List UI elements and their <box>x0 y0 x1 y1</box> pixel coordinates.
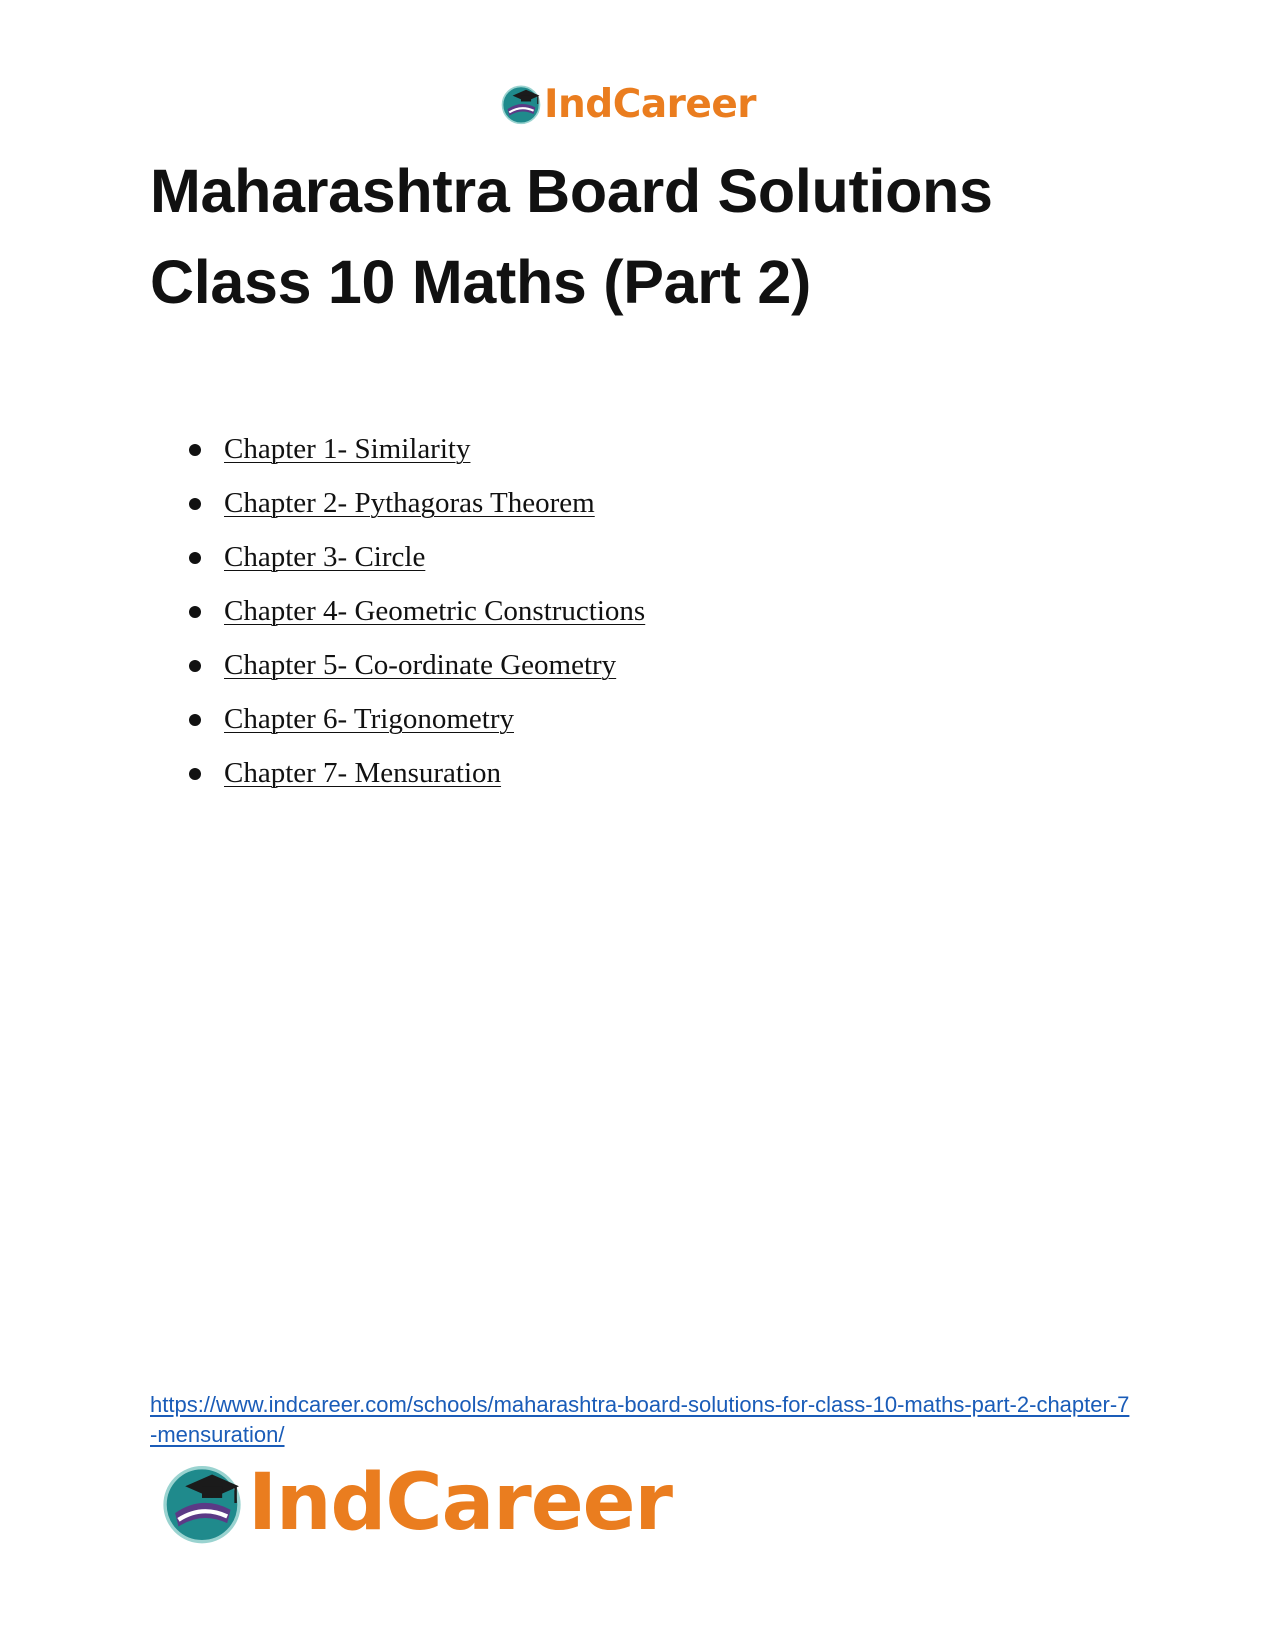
list-item <box>0 422 645 476</box>
list-item <box>0 476 645 530</box>
bullet-icon <box>189 660 201 672</box>
list-item <box>0 746 645 800</box>
chapter-link-6[interactable]: Chapter 6- Trigonometry <box>224 703 514 735</box>
bullet-icon <box>189 606 201 618</box>
graduation-globe-icon <box>500 83 542 125</box>
chapter-link-1[interactable]: Chapter 1- Similarity <box>224 433 471 465</box>
page-title-line-2: Class 10 Maths (Part 2) <box>150 248 811 316</box>
list-item <box>0 584 645 638</box>
chapter-link-5[interactable]: Chapter 5- Co-ordinate Geometry <box>224 649 617 681</box>
header-logo <box>500 80 756 128</box>
list-item <box>0 530 645 584</box>
chapter-link-3[interactable]: Chapter 3- Circle <box>224 541 426 573</box>
logo-wordmark: IndCareer <box>544 81 756 127</box>
bullet-icon <box>189 498 201 510</box>
bullet-icon <box>189 714 201 726</box>
chapter-list <box>0 422 645 800</box>
chapter-link-7[interactable]: Chapter 7- Mensuration <box>224 757 502 789</box>
graduation-globe-icon <box>160 1461 244 1545</box>
chapter-link-2[interactable]: Chapter 2- Pythagoras Theorem <box>224 487 595 519</box>
bullet-icon <box>189 552 201 564</box>
chapter-link-4[interactable]: Chapter 4- Geometric Constructions <box>224 595 646 627</box>
list-item <box>0 692 645 746</box>
bullet-icon <box>189 768 201 780</box>
bullet-icon <box>189 444 201 456</box>
logo-wordmark: IndCareer <box>248 1458 672 1548</box>
page-title <box>150 146 1150 328</box>
footer-url-link[interactable]: https://www.indcareer.com/schools/maharashtra-board-solutions-for-class-10-maths-part-2-chapter-7-mensuration/ <box>150 1392 1130 1447</box>
list-item <box>0 638 645 692</box>
page-title-line-1: Maharashtra Board Solutions <box>150 157 993 225</box>
footer-logo <box>160 1455 672 1551</box>
